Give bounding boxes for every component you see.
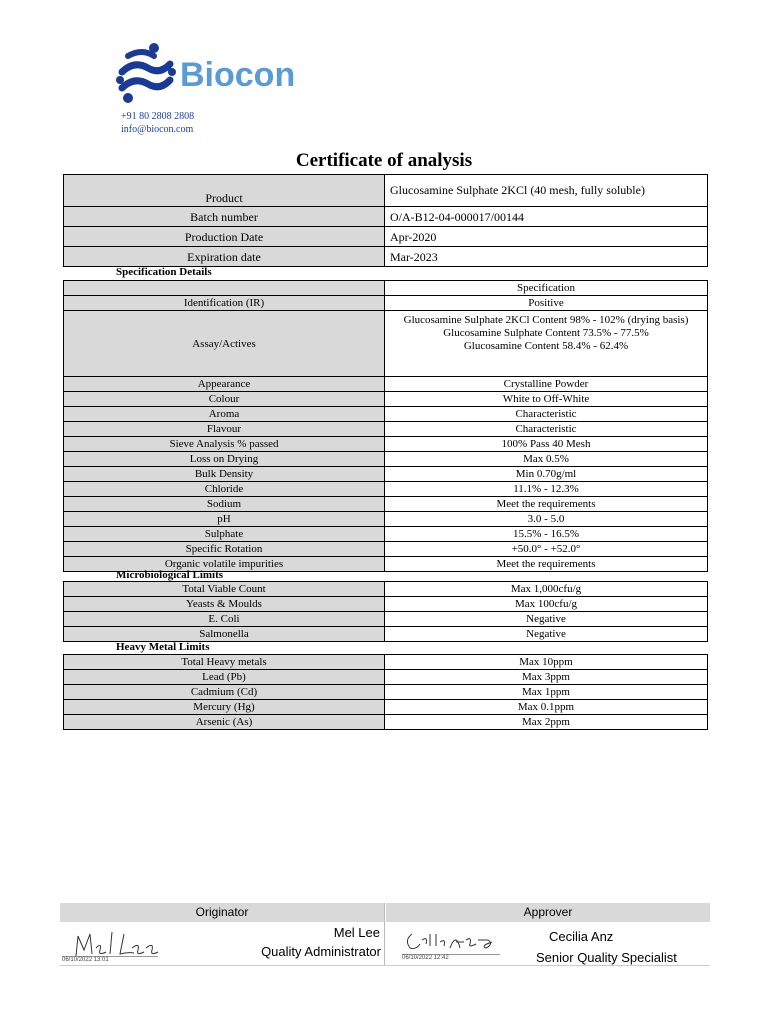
metal-row [64, 670, 708, 685]
metal-row-value: Max 2ppm [385, 715, 708, 730]
signature-divider [384, 903, 385, 965]
spec-row-label: Appearance [64, 377, 385, 392]
product-row [64, 175, 708, 207]
logo-text: Biocon [180, 56, 296, 94]
batch-label: Batch number [64, 207, 385, 227]
spec-row-label: Chloride [64, 482, 385, 497]
spec-row-label: Sieve Analysis % passed [64, 437, 385, 452]
originator-header: Originator [60, 903, 384, 922]
product-value: Glucosamine Sulphate 2KCl (40 mesh, fully soluble) [385, 175, 708, 207]
spec-row-label: Sulphate [64, 527, 385, 542]
spec-row-value: Crystalline Powder [385, 377, 708, 392]
spec-header-blank [64, 281, 385, 296]
spec-row [64, 527, 708, 542]
micro-row-value: Max 100cfu/g [385, 597, 708, 612]
metal-row [64, 685, 708, 700]
spec-row [64, 467, 708, 482]
spec-row [64, 407, 708, 422]
approver-timestamp: 06/10/2022 12:42 [402, 954, 500, 961]
spec-row [64, 296, 708, 311]
email-address: info@biocon.com [121, 124, 194, 135]
micro-row [64, 612, 708, 627]
originator-timestamp: 06/10/2022 13:01 [62, 956, 158, 963]
micro-row [64, 627, 708, 642]
assay-values [385, 311, 708, 377]
spec-row-value: 100% Pass 40 Mesh [385, 437, 708, 452]
page-title: Certificate of analysis [295, 150, 473, 171]
metal-row-value: Max 10ppm [385, 655, 708, 670]
spec-row-value: 3.0 - 5.0 [385, 512, 708, 527]
assay-row [64, 311, 708, 377]
micro-row-label: Total Viable Count [64, 582, 385, 597]
metal-table [63, 654, 708, 730]
spec-row [64, 422, 708, 437]
micro-row-value: Negative [385, 627, 708, 642]
spec-row-value: Meet the requirements [385, 497, 708, 512]
production-date-label: Production Date [64, 227, 385, 247]
micro-row [64, 597, 708, 612]
originator-role: Quality Administrator [261, 944, 381, 959]
spec-row-label: Colour [64, 392, 385, 407]
spec-row-label: Loss on Drying [64, 452, 385, 467]
metal-row [64, 700, 708, 715]
metal-row [64, 655, 708, 670]
spec-row-value: 15.5% - 16.5% [385, 527, 708, 542]
metal-row-label: Lead (Pb) [64, 670, 385, 685]
spec-row-label: Sodium [64, 497, 385, 512]
metal-section-heading: Heavy Metal Limits [116, 641, 210, 653]
approver-header: Approver [386, 903, 710, 922]
signature-bottom-rule [60, 965, 710, 966]
spec-row-value: Min 0.70g/ml [385, 467, 708, 482]
metal-row-value: Max 1ppm [385, 685, 708, 700]
micro-row-label: Yeasts & Moulds [64, 597, 385, 612]
spec-row [64, 512, 708, 527]
spec-row-label: Specific Rotation [64, 542, 385, 557]
micro-rows [64, 582, 708, 642]
logo-mark-icon [116, 43, 176, 103]
spec-row [64, 542, 708, 557]
micro-row-value: Max 1,000cfu/g [385, 582, 708, 597]
expiration-date-row [64, 247, 708, 267]
spec-label: Identification (IR) [64, 296, 385, 311]
spec-row-value: 11.1% - 12.3% [385, 482, 708, 497]
micro-row-label: Salmonella [64, 627, 385, 642]
batch-row [64, 207, 708, 227]
metal-row-value: Max 0.1ppm [385, 700, 708, 715]
production-date-row [64, 227, 708, 247]
metal-row-label: Total Heavy metals [64, 655, 385, 670]
metal-row [64, 715, 708, 730]
micro-row [64, 582, 708, 597]
phone-number: +91 80 2808 2808 [121, 111, 195, 122]
spec-table [63, 280, 708, 572]
micro-section-heading: Microbiological Limits [116, 569, 224, 581]
spec-row-label: pH [64, 512, 385, 527]
metal-row-label: Cadmium (Cd) [64, 685, 385, 700]
spec-row-label: Aroma [64, 407, 385, 422]
spec-row-value: Max 0.5% [385, 452, 708, 467]
spec-column-header: Specification [385, 281, 708, 296]
approver-name: Cecilia Anz [549, 929, 614, 944]
spec-header-row [64, 281, 708, 296]
approver-signature [402, 926, 502, 956]
metal-row-label: Arsenic (As) [64, 715, 385, 730]
biocon-logo [114, 42, 354, 106]
spec-row-label: Organic volatile impurities [64, 557, 385, 572]
micro-table [63, 581, 708, 642]
spec-row [64, 452, 708, 467]
micro-row-label: E. Coli [64, 612, 385, 627]
spec-row-label: Flavour [64, 422, 385, 437]
micro-row-value: Negative [385, 612, 708, 627]
product-info-table [63, 174, 708, 267]
batch-value: O/A-B12-04-000017/00144 [385, 207, 708, 227]
spec-row-value: Characteristic [385, 407, 708, 422]
assay-line: Glucosamine Sulphate Content 73.5% - 77.5% [443, 327, 649, 339]
spec-row-label: Bulk Density [64, 467, 385, 482]
metal-row-value: Max 3ppm [385, 670, 708, 685]
spec-row-value: Meet the requirements [385, 557, 708, 572]
spec-row-value: White to Off-White [385, 392, 708, 407]
product-label: Product [64, 175, 385, 207]
spec-row-value: Characteristic [385, 422, 708, 437]
spec-value: Positive [385, 296, 708, 311]
spec-row [64, 392, 708, 407]
spec-section-heading: Specification Details [116, 266, 212, 278]
production-date-value: Apr-2020 [385, 227, 708, 247]
originator-name: Mel Lee [333, 925, 380, 940]
expiration-date-label: Expiration date [64, 247, 385, 267]
assay-line: Glucosamine Sulphate 2KCl Content 98% - 102% (drying basis) [403, 314, 689, 326]
spec-row [64, 437, 708, 452]
expiration-date-value: Mar-2023 [385, 247, 708, 267]
spec-row [64, 377, 708, 392]
spec-row [64, 482, 708, 497]
approver-role: Senior Quality Specialist [536, 950, 677, 965]
assay-label: Assay/Actives [64, 311, 385, 377]
spec-row [64, 497, 708, 512]
spec-row-value: +50.0° - +52.0° [385, 542, 708, 557]
metal-row-label: Mercury (Hg) [64, 700, 385, 715]
spec-rows [64, 377, 708, 572]
metal-rows [64, 655, 708, 730]
assay-line: Glucosamine Content 58.4% - 62.4% [463, 340, 629, 352]
